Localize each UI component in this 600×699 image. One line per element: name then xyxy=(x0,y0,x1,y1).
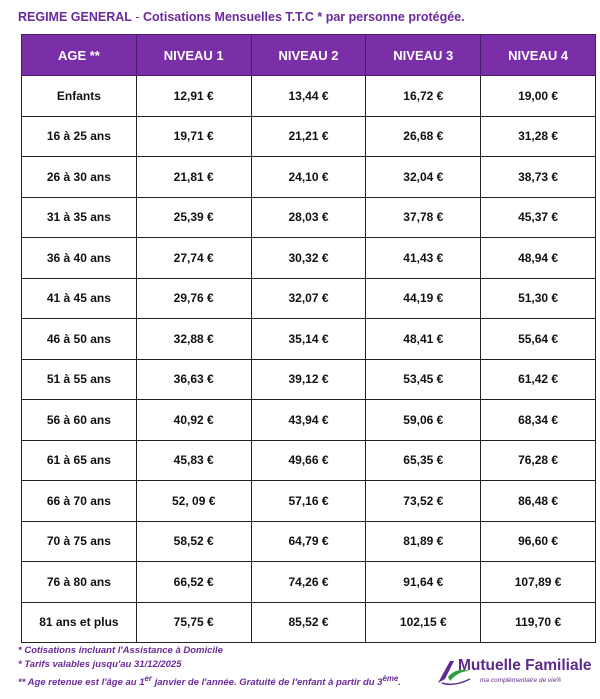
price-cell: 59,06 € xyxy=(366,400,481,441)
price-cell: 81,89 € xyxy=(366,521,481,562)
price-cell: 27,74 € xyxy=(136,238,251,279)
table-row xyxy=(22,76,596,117)
table-body xyxy=(22,76,596,643)
price-cell: 26,68 € xyxy=(366,116,481,157)
price-cell: 25,39 € xyxy=(136,197,251,238)
price-cell: 57,16 € xyxy=(251,481,366,522)
age-cell: 26 à 30 ans xyxy=(22,157,137,198)
footnotes xyxy=(18,644,401,690)
title-separator: - xyxy=(131,10,144,24)
table-row xyxy=(22,359,596,400)
price-cell: 45,83 € xyxy=(136,440,251,481)
rates-table xyxy=(21,34,596,643)
age-cell: 81 ans et plus xyxy=(22,602,137,643)
price-cell: 30,32 € xyxy=(251,238,366,279)
logo-tagline: ma complémentaire de vie® xyxy=(480,677,562,684)
price-cell: 76,28 € xyxy=(481,440,596,481)
price-cell: 74,26 € xyxy=(251,562,366,603)
price-cell: 91,64 € xyxy=(366,562,481,603)
footnote-age-sup-1: er xyxy=(144,674,152,683)
price-cell: 13,44 € xyxy=(251,76,366,117)
price-cell: 102,15 € xyxy=(366,602,481,643)
price-cell: 16,72 € xyxy=(366,76,481,117)
price-cell: 32,04 € xyxy=(366,157,481,198)
price-cell: 21,21 € xyxy=(251,116,366,157)
age-cell: 36 à 40 ans xyxy=(22,238,137,279)
header-niveau-4: NIVEAU 4 xyxy=(481,35,596,76)
price-cell: 19,00 € xyxy=(481,76,596,117)
price-cell: 40,92 € xyxy=(136,400,251,441)
price-cell: 43,94 € xyxy=(251,400,366,441)
table-row xyxy=(22,440,596,481)
table-row xyxy=(22,562,596,603)
price-cell: 39,12 € xyxy=(251,359,366,400)
logo-name: Mutuelle Familiale xyxy=(458,657,592,674)
age-cell: 51 à 55 ans xyxy=(22,359,137,400)
price-cell: 55,64 € xyxy=(481,319,596,360)
header-niveau-2: NIVEAU 2 xyxy=(251,35,366,76)
page-title xyxy=(18,10,465,24)
table-row xyxy=(22,521,596,562)
footnote-age-text-c: . xyxy=(398,677,401,689)
table-row xyxy=(22,116,596,157)
price-cell: 51,30 € xyxy=(481,278,596,319)
price-cell: 53,45 € xyxy=(366,359,481,400)
price-cell: 44,19 € xyxy=(366,278,481,319)
price-cell: 86,48 € xyxy=(481,481,596,522)
price-cell: 85,52 € xyxy=(251,602,366,643)
price-cell: 68,34 € xyxy=(481,400,596,441)
price-cell: 61,42 € xyxy=(481,359,596,400)
price-cell: 12,91 € xyxy=(136,76,251,117)
price-cell: 37,78 € xyxy=(366,197,481,238)
age-cell: 16 à 25 ans xyxy=(22,116,137,157)
price-cell: 66,52 € xyxy=(136,562,251,603)
price-cell: 32,88 € xyxy=(136,319,251,360)
price-cell: 35,14 € xyxy=(251,319,366,360)
title-prefix: REGIME GENERAL xyxy=(18,10,132,24)
footnote-age xyxy=(18,672,401,690)
table-header-row xyxy=(22,35,596,76)
table-row xyxy=(22,400,596,441)
price-cell: 119,70 € xyxy=(481,602,596,643)
price-cell: 21,81 € xyxy=(136,157,251,198)
price-cell: 32,07 € xyxy=(251,278,366,319)
header-age: AGE ** xyxy=(22,35,137,76)
footnote-age-sup-2: ème xyxy=(382,674,399,683)
table-row xyxy=(22,319,596,360)
price-cell: 73,52 € xyxy=(366,481,481,522)
price-cell: 75,75 € xyxy=(136,602,251,643)
price-cell: 96,60 € xyxy=(481,521,596,562)
mutuelle-familiale-logo xyxy=(436,657,596,689)
table-row xyxy=(22,197,596,238)
age-cell: 46 à 50 ans xyxy=(22,319,137,360)
price-cell: 48,41 € xyxy=(366,319,481,360)
price-cell: 48,94 € xyxy=(481,238,596,279)
price-cell: 107,89 € xyxy=(481,562,596,603)
age-cell: 56 à 60 ans xyxy=(22,400,137,441)
title-rest: Cotisations Mensuelles T.T.C * par personne protégée. xyxy=(143,10,465,24)
age-cell: 70 à 75 ans xyxy=(22,521,137,562)
table-row xyxy=(22,157,596,198)
age-cell: Enfants xyxy=(22,76,137,117)
price-cell: 24,10 € xyxy=(251,157,366,198)
price-cell: 29,76 € xyxy=(136,278,251,319)
age-cell: 61 à 65 ans xyxy=(22,440,137,481)
price-cell: 49,66 € xyxy=(251,440,366,481)
footnote-validity: * Tarifs valables jusqu'au 31/12/2025 xyxy=(18,659,182,670)
price-cell: 28,03 € xyxy=(251,197,366,238)
price-cell: 52, 09 € xyxy=(136,481,251,522)
price-cell: 65,35 € xyxy=(366,440,481,481)
price-cell: 58,52 € xyxy=(136,521,251,562)
age-cell: 66 à 70 ans xyxy=(22,481,137,522)
header-niveau-3: NIVEAU 3 xyxy=(366,35,481,76)
price-cell: 36,63 € xyxy=(136,359,251,400)
age-cell: 31 à 35 ans xyxy=(22,197,137,238)
price-cell: 41,43 € xyxy=(366,238,481,279)
age-cell: 76 à 80 ans xyxy=(22,562,137,603)
footnote-assistance: * Cotisations incluant l'Assistance à Domicile xyxy=(18,645,223,656)
price-cell: 31,28 € xyxy=(481,116,596,157)
table-row xyxy=(22,238,596,279)
price-cell: 38,73 € xyxy=(481,157,596,198)
table-row xyxy=(22,481,596,522)
price-cell: 19,71 € xyxy=(136,116,251,157)
table-row xyxy=(22,278,596,319)
age-cell: 41 à 45 ans xyxy=(22,278,137,319)
price-cell: 45,37 € xyxy=(481,197,596,238)
header-niveau-1: NIVEAU 1 xyxy=(136,35,251,76)
table-row xyxy=(22,602,596,643)
price-cell: 64,79 € xyxy=(251,521,366,562)
footnote-age-text-a: ** Age retenue est l'âge au 1 xyxy=(18,677,145,689)
footnote-age-text-b: janvier de l'année. Gratuité de l'enfant à partir du 3 xyxy=(152,677,383,689)
